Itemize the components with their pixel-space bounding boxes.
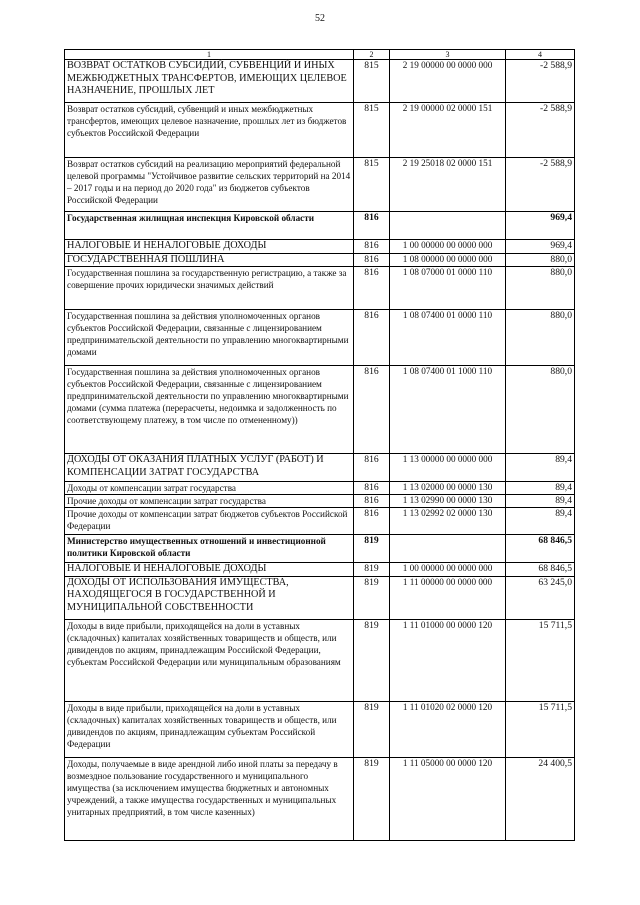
row-admin-code: 819 xyxy=(354,757,390,840)
row-classification-code: 1 11 01000 00 0000 120 xyxy=(390,619,506,701)
row-amount: 68 846,5 xyxy=(506,535,575,563)
column-number-3: 3 xyxy=(390,50,506,60)
row-admin-code: 816 xyxy=(354,454,390,482)
row-amount: 15 711,5 xyxy=(506,619,575,701)
row-amount: 89,4 xyxy=(506,495,575,508)
row-admin-code: 819 xyxy=(354,576,390,619)
row-description: ГОСУДАРСТВЕННАЯ ПОШЛИНА xyxy=(65,253,354,267)
table-row xyxy=(65,576,575,619)
table-row xyxy=(65,310,575,366)
row-classification-code: 2 19 25018 02 0000 151 xyxy=(390,158,506,212)
row-amount: 880,0 xyxy=(506,310,575,366)
row-admin-code: 816 xyxy=(354,310,390,366)
row-description: Прочие доходы от компенсации затрат бюджетов субъектов Российской Федерации xyxy=(65,508,354,535)
row-admin-code: 819 xyxy=(354,535,390,563)
row-amount: 89,4 xyxy=(506,482,575,495)
column-number-2: 2 xyxy=(354,50,390,60)
row-admin-code: 815 xyxy=(354,60,390,103)
row-admin-code: 816 xyxy=(354,495,390,508)
row-amount: 89,4 xyxy=(506,454,575,482)
row-description: ВОЗВРАТ ОСТАТКОВ СУБСИДИЙ, СУБВЕНЦИЙ И ИНЫХ МЕЖБЮДЖЕТНЫХ ТРАНСФЕРТОВ, ИМЕЮЩИХ ЦЕЛЕВОЕ НАЗНАЧЕНИЕ, ПРОШЛЫХ ЛЕТ xyxy=(65,60,354,103)
row-classification-code: 1 11 05000 00 0000 120 xyxy=(390,757,506,840)
row-classification-code: 1 08 07400 01 0000 110 xyxy=(390,310,506,366)
table-row xyxy=(65,563,575,577)
table-row xyxy=(65,508,575,535)
row-classification-code: 1 13 00000 00 0000 000 xyxy=(390,454,506,482)
row-admin-code: 819 xyxy=(354,563,390,577)
budget-revenue-table xyxy=(64,49,575,841)
row-description: Доходы в виде прибыли, приходящейся на доли в уставных (складочных) капиталах хозяйственных товариществ и обществ, или дивидендов по акциям, принадлежащим Российской Федерации, субъектам Российской Федерации или муниципальным образованиям xyxy=(65,619,354,701)
row-description: Государственная пошлина за действия уполномоченных органов субъектов Российской Федерации, связанные с лицензированием предпринимательской деятельности по управлению многоквартирными домами xyxy=(65,310,354,366)
row-admin-code: 815 xyxy=(354,158,390,212)
row-classification-code: 1 13 02990 00 0000 130 xyxy=(390,495,506,508)
table-row xyxy=(65,60,575,103)
row-description: Доходы, получаемые в виде арендной либо иной платы за передачу в возмездное пользование государственного и муниципального имущества (за исключением имущества бюджетных и автономных учреждений, а также имущества государственных и муниципальных унитарных предприятий, в том числе казенных) xyxy=(65,757,354,840)
table-row xyxy=(65,482,575,495)
table-row xyxy=(65,253,575,267)
row-classification-code: 1 00 00000 00 0000 000 xyxy=(390,563,506,577)
row-amount: -2 588,9 xyxy=(506,103,575,158)
row-description: Доходы в виде прибыли, приходящейся на доли в уставных (складочных) капиталах хозяйственных товариществ и обществ, или дивидендов по акциям, принадлежащим субъектам Российской Федерации xyxy=(65,701,354,757)
column-number-1: 1 xyxy=(65,50,354,60)
row-admin-code: 816 xyxy=(354,482,390,495)
table-row xyxy=(65,158,575,212)
row-classification-code: 1 00 00000 00 0000 000 xyxy=(390,240,506,254)
table-row xyxy=(65,619,575,701)
row-amount: -2 588,9 xyxy=(506,158,575,212)
table-row xyxy=(65,240,575,254)
row-amount: 880,0 xyxy=(506,366,575,454)
table-row xyxy=(65,757,575,840)
row-classification-code: 1 11 00000 00 0000 000 xyxy=(390,576,506,619)
row-admin-code: 816 xyxy=(354,366,390,454)
page-number: 52 xyxy=(315,13,325,24)
table-row xyxy=(65,267,575,310)
row-description: Прочие доходы от компенсации затрат государства xyxy=(65,495,354,508)
row-classification-code: 2 19 00000 00 0000 000 xyxy=(390,60,506,103)
row-classification-code: 1 13 02992 02 0000 130 xyxy=(390,508,506,535)
table-row-section xyxy=(65,535,575,563)
row-description: Доходы от компенсации затрат государства xyxy=(65,482,354,495)
row-admin-code: 816 xyxy=(354,253,390,267)
row-amount: 15 711,5 xyxy=(506,701,575,757)
row-classification-code: 1 08 07400 01 1000 110 xyxy=(390,366,506,454)
row-amount: 24 400,5 xyxy=(506,757,575,840)
row-admin-code: 816 xyxy=(354,240,390,254)
row-classification-code: 1 13 02000 00 0000 130 xyxy=(390,482,506,495)
row-admin-code: 816 xyxy=(354,508,390,535)
row-classification-code: 1 08 00000 00 0000 000 xyxy=(390,253,506,267)
row-amount: -2 588,9 xyxy=(506,60,575,103)
row-description: ДОХОДЫ ОТ ИСПОЛЬЗОВАНИЯ ИМУЩЕСТВА, НАХОДЯЩЕГОСЯ В ГОСУДАРСТВЕННОЙ И МУНИЦИПАЛЬНОЙ СОБСТВЕННОСТИ xyxy=(65,576,354,619)
table-row xyxy=(65,366,575,454)
row-description: НАЛОГОВЫЕ И НЕНАЛОГОВЫЕ ДОХОДЫ xyxy=(65,240,354,254)
row-classification-code xyxy=(390,535,506,563)
row-classification-code: 1 08 07000 01 0000 110 xyxy=(390,267,506,310)
row-description: Государственная жилищная инспекция Кировской области xyxy=(65,212,354,240)
row-admin-code: 816 xyxy=(354,212,390,240)
row-description: ДОХОДЫ ОТ ОКАЗАНИЯ ПЛАТНЫХ УСЛУГ (РАБОТ) И КОМПЕНСАЦИИ ЗАТРАТ ГОСУДАРСТВА xyxy=(65,454,354,482)
row-admin-code: 815 xyxy=(354,103,390,158)
row-description: Возврат остатков субсидий на реализацию мероприятий федеральной целевой программы "Устойчивое развитие сельских территорий на 2014 – 2017 годы и на период до 2020 года" из бюджетов субъектов Российской Федерации xyxy=(65,158,354,212)
row-description: НАЛОГОВЫЕ И НЕНАЛОГОВЫЕ ДОХОДЫ xyxy=(65,563,354,577)
row-admin-code: 819 xyxy=(354,701,390,757)
table-row xyxy=(65,103,575,158)
table-row xyxy=(65,454,575,482)
row-description: Возврат остатков субсидий, субвенций и иных межбюджетных трансфертов, имеющих целевое назначение, прошлых лет из бюджетов субъектов Российской Федерации xyxy=(65,103,354,158)
row-amount: 880,0 xyxy=(506,253,575,267)
row-classification-code: 1 11 01020 02 0000 120 xyxy=(390,701,506,757)
row-description: Государственная пошлина за действия уполномоченных органов субъектов Российской Федерации, связанные с лицензированием предпринимательской деятельности по управлению многоквартирными домами (сумма платежа (перерасчеты, недоимка и задолженность по соответствующему платежу, в том числе по отмененному)) xyxy=(65,366,354,454)
table-header-row xyxy=(65,50,575,60)
table-row xyxy=(65,495,575,508)
row-amount: 63 245,0 xyxy=(506,576,575,619)
row-description: Министерство имущественных отношений и инвестиционной политики Кировской области xyxy=(65,535,354,563)
row-description: Государственная пошлина за государственную регистрацию, а также за совершение прочих юридически значимых действий xyxy=(65,267,354,310)
row-admin-code: 819 xyxy=(354,619,390,701)
row-classification-code xyxy=(390,212,506,240)
table-row xyxy=(65,701,575,757)
row-amount: 880,0 xyxy=(506,267,575,310)
row-amount: 969,4 xyxy=(506,212,575,240)
column-number-4: 4 xyxy=(506,50,575,60)
row-amount: 969,4 xyxy=(506,240,575,254)
row-admin-code: 816 xyxy=(354,267,390,310)
table-row-section xyxy=(65,212,575,240)
row-amount: 89,4 xyxy=(506,508,575,535)
row-amount: 68 846,5 xyxy=(506,563,575,577)
row-classification-code: 2 19 00000 02 0000 151 xyxy=(390,103,506,158)
